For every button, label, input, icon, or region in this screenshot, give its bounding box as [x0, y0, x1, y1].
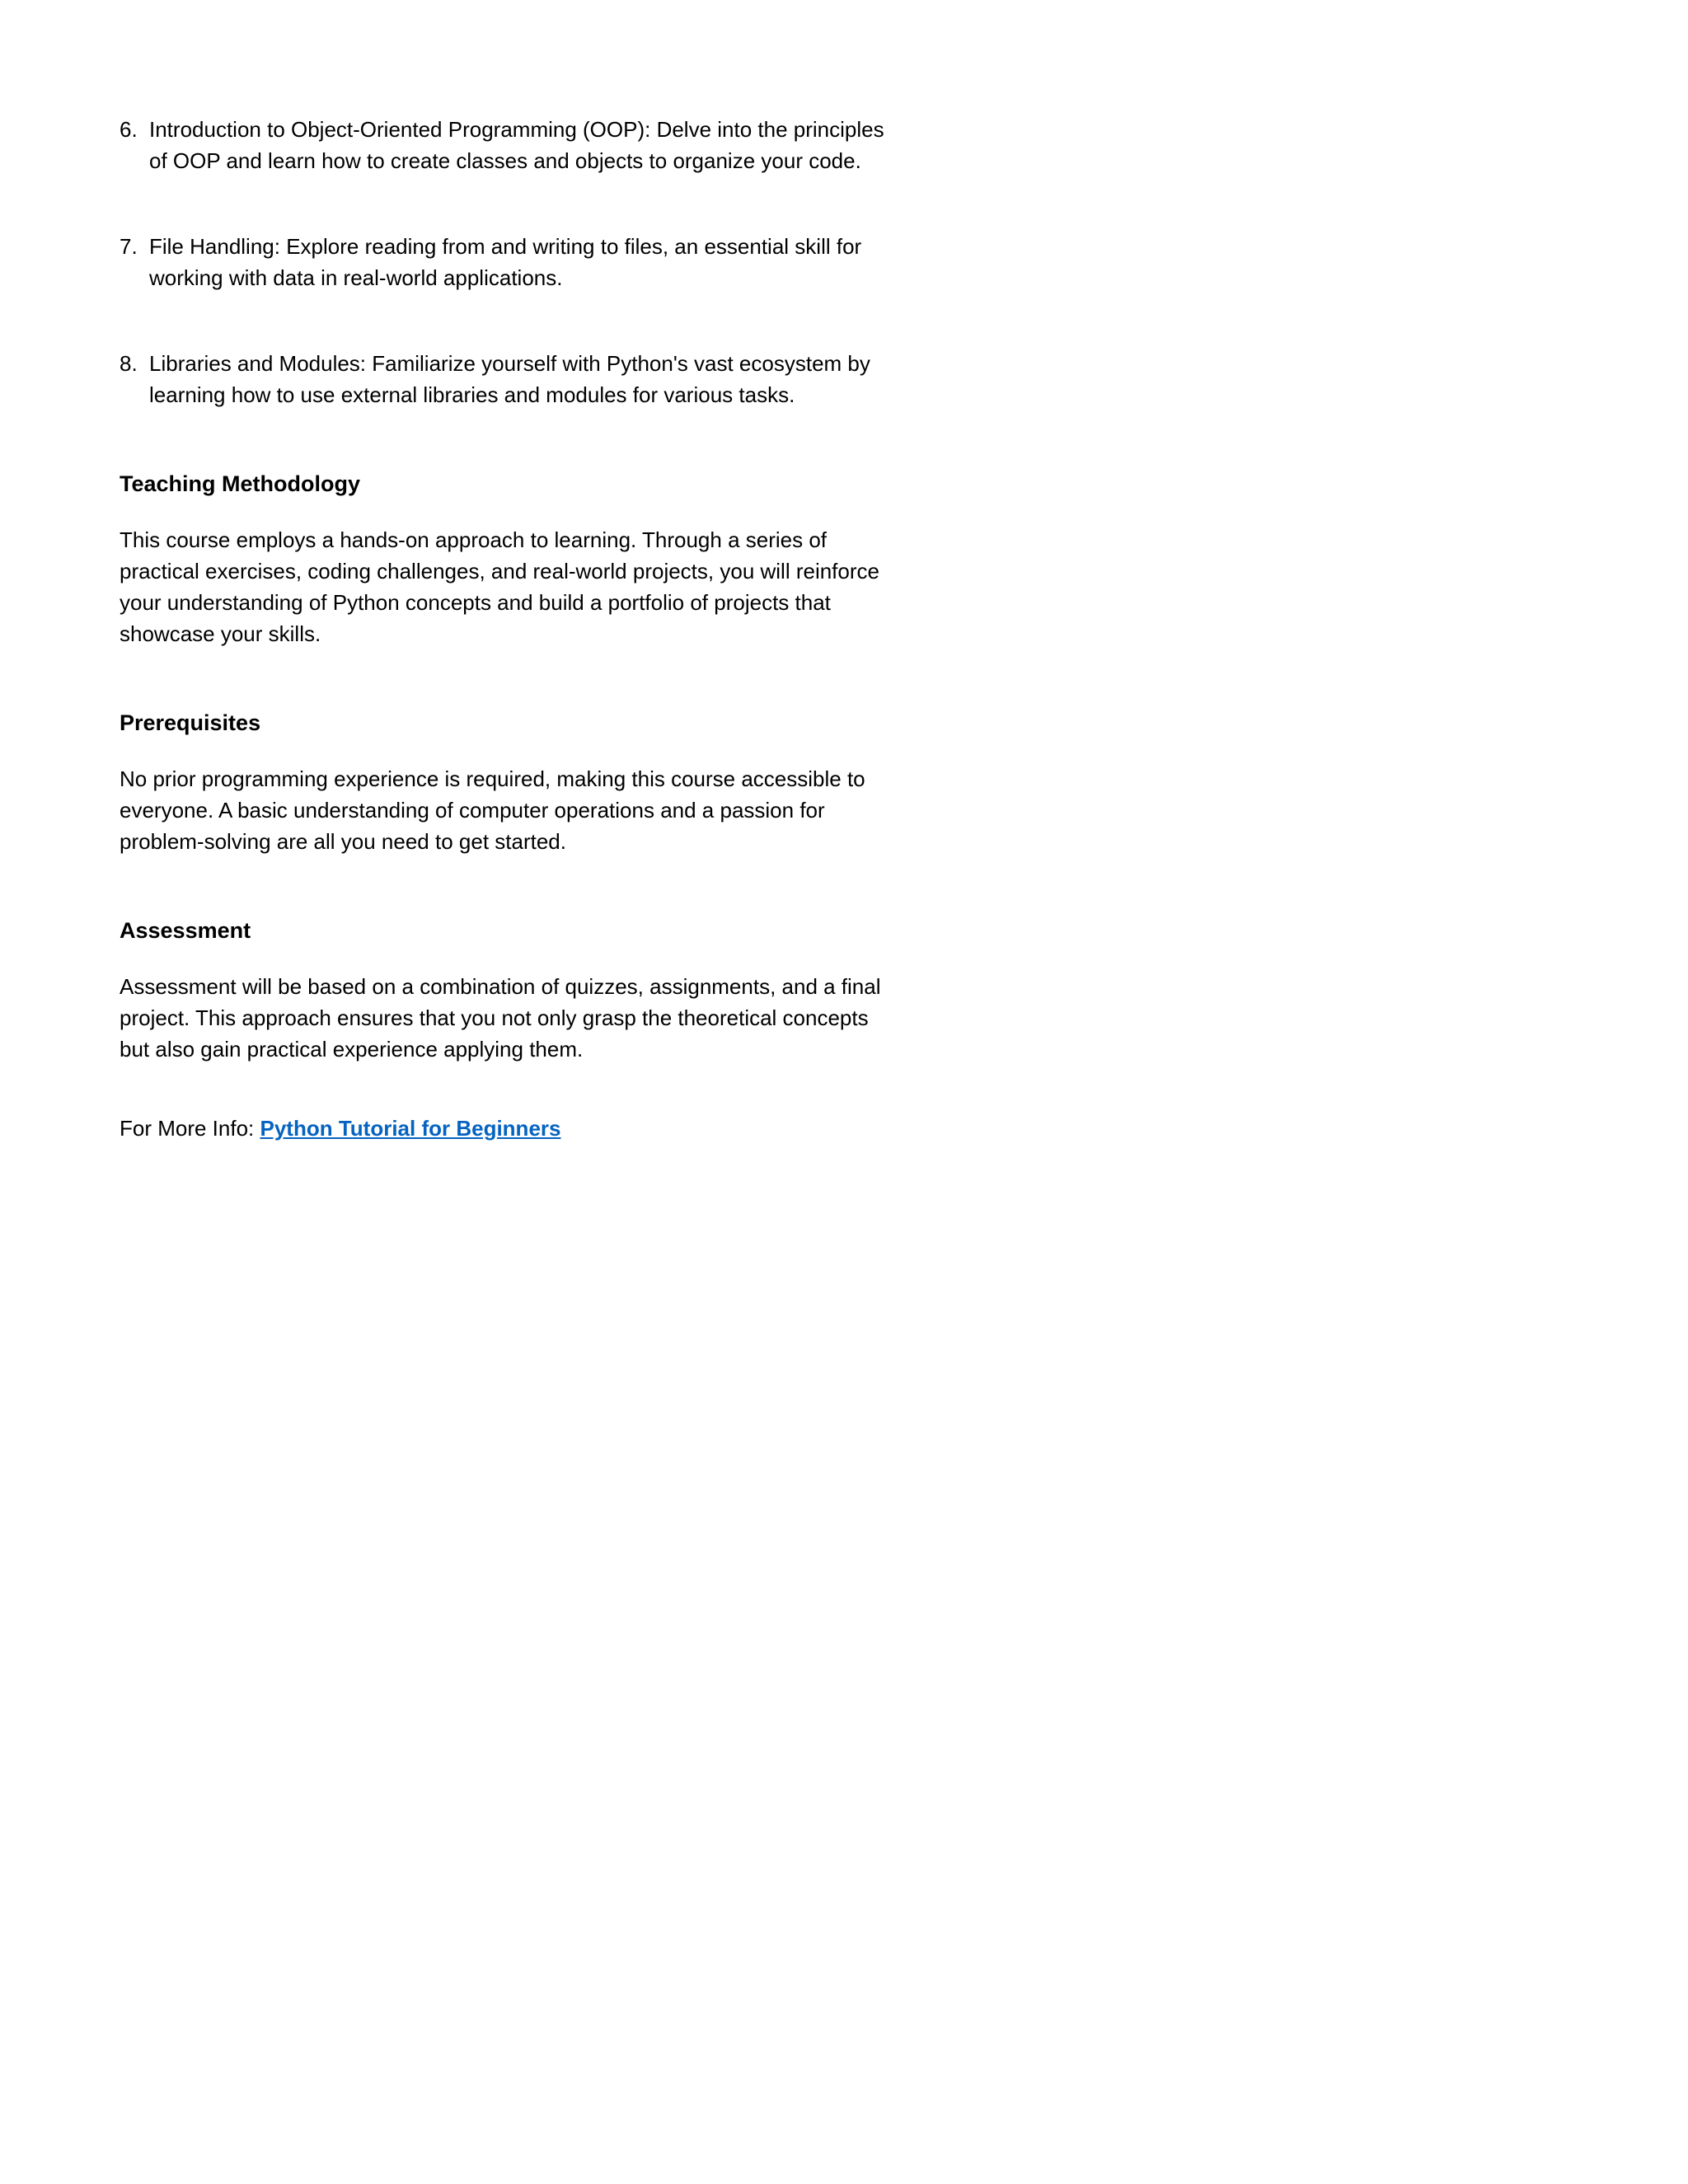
list-item-text: Introduction to Object-Oriented Programming (OOP): Delve into the principles of OOP and learn how to create classes and objects to organize your code.	[149, 117, 884, 173]
python-tutorial-link[interactable]: Python Tutorial for Beginners	[260, 1116, 561, 1141]
section-paragraph: This course employs a hands-on approach to learning. Through a series of practical exercises, coding challenges, and real-world projects, you will reinforce your understanding of Python concepts and build a portfolio of projects that showcase your skills.	[120, 527, 879, 646]
list-item	[120, 231, 890, 293]
course-topics-list	[120, 114, 890, 410]
section-prerequisites	[120, 707, 890, 857]
section-heading: Assessment	[120, 918, 251, 943]
section-teaching-methodology	[120, 468, 890, 649]
list-item	[120, 348, 890, 410]
list-item-number: 8.	[120, 351, 138, 376]
more-info-label: For More Info:	[120, 1116, 260, 1141]
document-content	[120, 114, 890, 1144]
section-heading: Prerequisites	[120, 710, 261, 735]
more-info-line	[120, 1113, 890, 1144]
section-paragraph: No prior programming experience is required, making this course accessible to everyone. A basic understanding of computer operations and a passion for problem-solving are all you need to get started.	[120, 766, 865, 854]
list-item-text: File Handling: Explore reading from and writing to files, an essential skill for working with data in real-world applications.	[149, 234, 862, 290]
list-item-text: Libraries and Modules: Familiarize yourself with Python's vast ecosystem by learning how to use external libraries and modules for various tasks.	[149, 351, 870, 407]
list-item-number: 6.	[120, 117, 138, 142]
section-assessment	[120, 915, 890, 1065]
section-heading: Teaching Methodology	[120, 471, 360, 496]
section-paragraph: Assessment will be based on a combination of quizzes, assignments, and a final project. This approach ensures that you not only grasp the theoretical concepts but also gain practical experience applying them.	[120, 974, 881, 1062]
list-item	[120, 114, 890, 176]
list-item-number: 7.	[120, 234, 138, 259]
